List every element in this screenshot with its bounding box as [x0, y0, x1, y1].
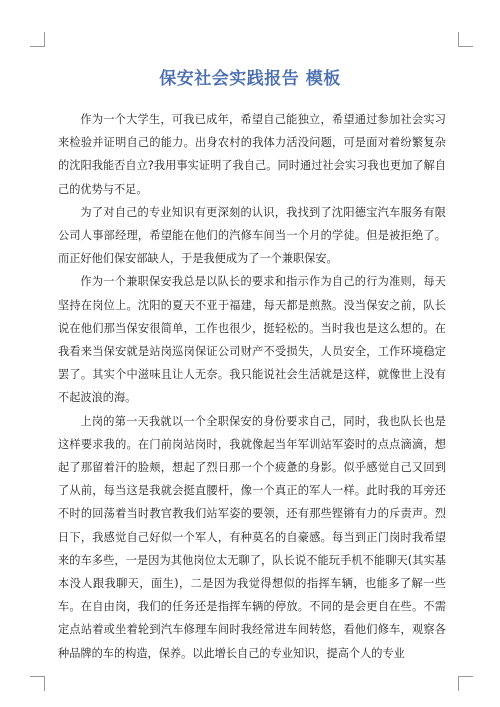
paragraph: 作为一个大学生，可我已成年，希望自己能独立，希望通过参加社会实习来检验并证明自己的能力。出身农村的我体力活没问题，可是面对着纷繁复杂的沈阳我能否自立?我用事实证明了我自己。同时通过社会实习我也更加了解自己的优势与不足。: [58, 113, 446, 196]
paragraph: 上岗的第一天我就以一个全职保安的身份要求自己，同时，我也队长也是这样要求我的。在门前岗站岗时，我就像起当年军训站军姿时的点点滴滴，想起了那留着汗的脸颊，想起了烈日那一个个疲惫的身影。似乎感觉自己又回到了从前，每当这是我就会挺直腰杆，像一个真正的军人一样。此时我的耳旁还不时的回荡着当时教官教我们站军姿的要领，还有那些铿锵有力的斥责声。烈日下，我感觉自己好似一个军人，有种莫名的自豪感。每当到正门岗时我希望来的车多些，一是因为其他岗位太无聊了，队长说不能玩手机不能聊天(其实基本没人跟我聊天，面生)，二是因为我觉得想似的指挥车辆，也能多了解一些车。在自由岗，我们的任务还是指挥车辆的停放。不同的是会更自在些。不需定点站着或坐着轮到汽车修理车间时我经常进车间转悠，看他们修车，观察各种品牌的车的构造，保养。以此增长自己的专业知识，提高个人的专业: [58, 414, 446, 660]
document-title: 保安社会实践报告 模板: [159, 69, 341, 89]
paragraph: 为了对自己的专业知识有更深刻的认识，我找到了沈阳德宝汽车服务有限公司人事部经理，希望能在他们的汽修车间当一个月的学徒。但是被拒绝了。而正好他们保安部缺人，于是我便成为了一个兼职保安。: [58, 205, 446, 266]
crop-mark-top-right: [458, 32, 473, 47]
paragraph: 作为一个兼职保安我总是以队长的要求和指示作为自己的行为准则，每天坚持在岗位上。沈阳的夏天不亚于福建，每天都是煎熬。没当保安之前，队长说在他们那当保安很简单，工作也很少，挺轻松的。当时我也是这么想的。在我看来当保安就是站岗巡岗保证公司财产不受损失，人员安全，工作环境稳定罢了。其实个中滋味且让人无奈。我只能说社会生活就是这样，就像世上没有不起波浪的海。: [58, 275, 446, 405]
crop-mark-bottom-right: [458, 676, 473, 691]
document-body: [58, 108, 446, 665]
crop-mark-top-left: [30, 32, 45, 47]
crop-mark-bottom-left: [30, 676, 45, 691]
